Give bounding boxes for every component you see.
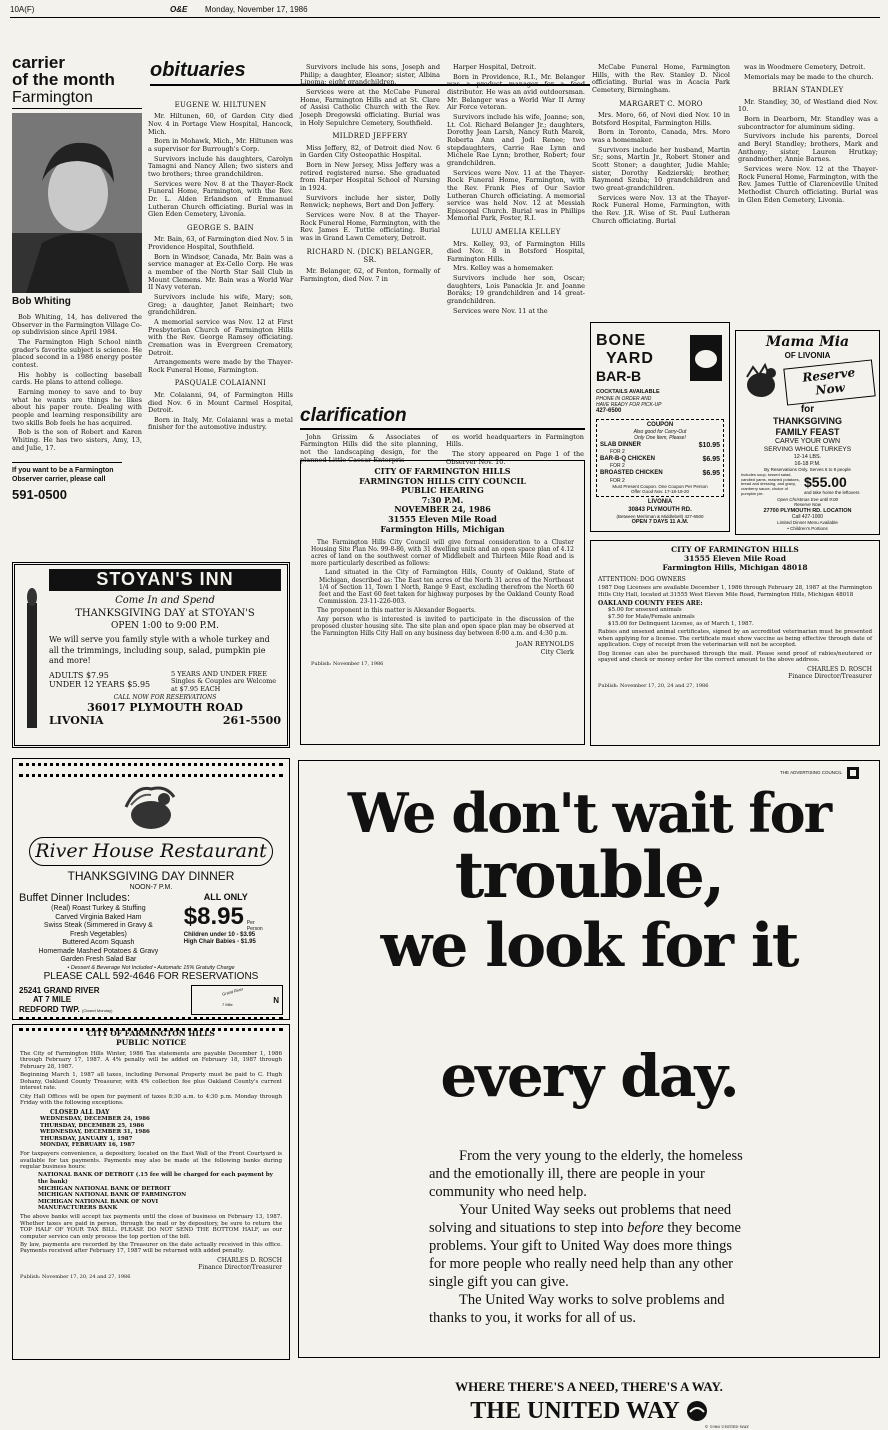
obituary-paragraph: Mrs. Moro, 66, of Novi died Nov. 10 in Botsford Hospital, Farmington Hills. <box>592 111 730 127</box>
tax-closed-date: THURSDAY, DECEMBER 25, 1986 <box>40 1122 145 1129</box>
obituary-paragraph: A memorial service was Nov. 12 at First Presbyterian Church of Farmington Hills with the Rev. George Ramsey officiating. Cremation was in Evergreen Crematory, Detroit. <box>148 317 293 357</box>
mamamia-location: OF LIVONIA <box>784 350 831 360</box>
united-way-paragraph: Your United Way seeks out problems that need solving and situations to step into <box>429 1202 732 1236</box>
river-house-logo: River House Restaurant <box>29 837 273 866</box>
dog-fee: $5.00 for unsexed animals <box>608 607 682 614</box>
map-north-icon: N <box>273 996 279 1006</box>
obituary-paragraph: Born in Dearborn, Mr. Standley was a subcontractor for aluminum siding. <box>738 115 878 131</box>
carrier-paragraph: Earning money to save and to buy what he wants are things he likes about his paper route. Dealing with people and learning responsibility are two skills Bob feels he has acquired. <box>12 387 142 427</box>
hearing-line: NOVEMBER 24, 1986 <box>394 504 491 515</box>
coupon-item-serving: FOR 2 <box>610 463 625 470</box>
carrier-paragraph: Bob is the son of Robert and Karen Whiting. He has two sisters, Amy, 13, and Julie, 17. <box>12 428 142 452</box>
boneyard-ad <box>590 322 730 532</box>
obituary-name: MILDRED JEFFERY <box>332 132 408 141</box>
river-house-only: ALL ONLY <box>203 891 248 902</box>
obituaries-column-4 <box>592 64 730 324</box>
stoyans-call: CALL NOW FOR RESERVATIONS <box>113 693 217 701</box>
tax-bank: MANUFACTURERS BANK <box>38 1205 118 1212</box>
river-house-ad <box>12 758 290 1020</box>
dog-fee: $15.00 for Delinquent License, as of March 1, 1987. <box>608 620 754 627</box>
hearing-signature-title: City Clerk <box>540 647 574 656</box>
tax-notice-paragraph: The above banks will accept tax payments until the close of business on February 13, 1987. Whether taxes are paid in person, through the mail or by depository, be sure to return the TOP HALF OF YOUR TAX BILL. PLEASE DO NOT SEND THE BOTTOM HALF, as our computer service can only process the top portion of the bill. <box>20 1214 282 1240</box>
obituary-paragraph: Survivors include her husband, Martin Sr.; sons, Martin Jr., Robert Stoner and Scott Stoner; a daughter, Judie Mahle; sister, Dorothy Kedzierski; brother, Raymond Szuba; 10 grandchildren and two great-grandchildren. <box>592 145 730 192</box>
united-way-body <box>429 1147 749 1327</box>
obituary-paragraph: Services were Nov. 8 at the Thayer-Rock Funeral Home, Farmington, with the Rev. Dr. L. Alden Erlandson of Emmanuel Lutheran Church officiating. Burial was in Glen Eden Cemetery, Livonia. <box>148 179 293 219</box>
obituary-paragraph: Born in Providence, R.I., Mr. Belanger was a product manager for a food distributor. He was an avid outdoorsman. Mr. Belanger was a World War II Army Air Force veteran. <box>447 72 585 112</box>
hearing-signature: JoAN REYNOLDS <box>516 640 574 649</box>
obituary-paragraph: Harper Hospital, Detroit. <box>453 63 537 71</box>
tax-signature-title: Finance Director/Treasurer <box>198 1264 282 1272</box>
river-house-address: AT 7 MILE <box>33 995 72 1005</box>
coupon-note: Also good for Carry-Out <box>633 428 687 435</box>
mamamia-text: THANKSGIVING <box>772 416 842 427</box>
hearing-line: Farmington Hills, Michigan <box>380 523 505 534</box>
mamamia-address: 27700 PLYMOUTH RD. LOCATION <box>763 507 852 514</box>
obituary-paragraph: Services were Nov. 12 at the Thayer-Rock Funeral Home, Farmington, with the Rev. James Tuttle of Clarenceville United Methodist Church officiating. Burial was in Glen Eden Cemetery, Livonia. <box>738 164 878 204</box>
obituary-paragraph: Mr. Colaianni, 94, of Farmington Hills died Nov. 6 in Mount Carmel Hospital, Detroit. <box>148 390 293 415</box>
united-way-headline: we look for it <box>380 911 798 981</box>
river-house-menu-item: Garden Fresh Salad Bar <box>60 956 137 964</box>
mamamia-price: $55.00 <box>804 473 847 490</box>
carrier-photo <box>12 113 142 293</box>
obituary-paragraph: Survivors include his parents, Dorcel and Beryl Standley; brothers, Mark and Anthony; sister, Lauren Hrutkay; grandmother, Annie Barnes. <box>738 132 878 164</box>
river-house-closed: (Closed Monday) <box>81 1008 113 1014</box>
mamamia-text: SERVING WHOLE TURKEYS <box>763 446 852 454</box>
tax-public-notice <box>12 1024 290 1360</box>
ad-council-logo-icon <box>847 767 859 779</box>
obituary-paragraph: Services were Nov. 8 at the Thayer-Rock Funeral Home, Farmington, with the Rev. James E. Tuttle officiating. Burial was in Grand Lawn Cemetery, Detroit. <box>300 210 440 242</box>
stoyans-phone: 261-5500 <box>222 714 281 728</box>
boneyard-between: (Between Merriman & Middlebelt) 427-6500 <box>616 513 704 519</box>
tax-signature: CHARLES D. ROSCH <box>217 1256 282 1264</box>
stoyans-inn-ad <box>12 562 290 748</box>
obituary-paragraph: Born in Toronto, Canada, Mrs. Moro was a homemaker. <box>592 128 730 144</box>
boneyard-phone: 427-6500 <box>596 407 622 414</box>
hearing-paragraph: The Farmington Hills City Council will give formal consideration to a Cluster Housing Site Plan No. 99-8-86, with 31 dwelling units and an open space plan of 4.12 acres of land on the southwest corner of Middlebelt and Thirteen Mile Road and is more particularly described as follows: <box>311 539 574 568</box>
dog-notice-fees: OAKLAND COUNTY FEES ARE: <box>598 600 703 608</box>
obituary-paragraph: McCabe Funeral Home, Farmington Hills, with the Rev. Stanley D. Nicol officiating. Burial was in Acacia Park Cemetery, Birmingham. <box>592 63 730 94</box>
tax-bank: NATIONAL BANK OF DETROIT (.15 fee will be charged for each payment by the bank) <box>38 1172 273 1186</box>
obituary-paragraph: Born in New Jersey, Miss Jeffery was a retired registered nurse. She graduated from Harper Hospital School of Nursing in 1924. <box>300 160 440 192</box>
tax-notice-paragraph: City Hall Offices will be open for payment of taxes 8:30 a.m. to 4:30 p.m. Monday through Friday with the following exceptions. <box>20 1093 282 1107</box>
obituary-paragraph: Services were Nov. 11 at the Thayer-Rock Funeral Home, Farmington, with the Rev. Frank Pies of Our Savior Lutheran Church officiating. A memorial service was held Nov. 12 at Messiah Episcopal Church. Burial was in Phillips Memorial Park, Foster, R.I. <box>447 168 585 223</box>
issue-date: Monday, November 17, 1986 <box>205 5 308 14</box>
boneyard-phone-label: PHONE IN ORDER AND HAVE READY FOR PICK-UP <box>596 395 662 408</box>
carrier-paragraph: His hobby is collecting baseball cards. He plans to attend college. <box>12 370 142 387</box>
obituary-paragraph: Mrs. Kelley was a homemaker. <box>453 264 554 273</box>
coupon-title: COUPON <box>646 421 674 428</box>
obituary-paragraph: Memorials may be made to the church. <box>744 72 874 81</box>
tax-bank: MICHIGAN NATIONAL BANK OF NOVI <box>38 1198 159 1205</box>
coupon-item <box>600 470 720 483</box>
river-house-buffet-title: Buffet Dinner Includes: <box>19 891 131 904</box>
obituary-name: LULU AMELIA KELLEY <box>471 228 561 237</box>
river-house-address: 25241 GRAND RIVER <box>19 985 100 995</box>
river-house-dinner: THANKSGIVING DAY DINNER <box>67 869 235 884</box>
mamamia-text: Reserve Now <box>793 502 821 508</box>
coupon-item-serving: FOR 2 <box>610 477 625 484</box>
boneyard-logo-text: YARD <box>606 350 654 367</box>
river-house-menu-item: Fresh Vegetables) <box>69 930 127 938</box>
boneyard-address: 30843 PLYMOUTH RD. <box>628 506 692 513</box>
carrier-city: Farmington <box>12 88 142 109</box>
obituary-name: GEORGE S. BAIN <box>187 223 254 232</box>
mamamia-logo: Mama Mia <box>765 334 850 350</box>
carrier-title-line2: of the month <box>12 70 115 89</box>
dog-notice-paragraph: 1987 Dog Licenses are available December 1, 1986 through February 28, 1987 at the Farmington Hills City Hall, located at 31555 West Eleven Mile Road, Farmington Hills, Michigan 48018 <box>598 585 872 598</box>
obituaries-column-1 <box>148 96 293 556</box>
turkey-icon <box>741 363 781 401</box>
obituary-paragraph: Survivors include his wife, Mary; son, Greg; a daughter, Janet Reinhart; two grandchildren. <box>148 292 293 317</box>
stoyans-address: 36017 PLYMOUTH ROAD <box>87 701 243 715</box>
mamamia-phone: Call 427-1000 <box>791 514 824 521</box>
river-house-phone: PLEASE CALL 592-4646 FOR RESERVATIONS <box>43 971 259 983</box>
carrier-cta: If you want to be a Farmington Observer carrier, please call <box>12 462 122 484</box>
stoyans-city: LIVONIA <box>49 714 104 728</box>
obituary-paragraph: Survivors include her son, Oscar; daughters, Lois Panackia Jr. and Joanne Boraks; 19 grandchildren and 14 great-grandchildren. <box>447 274 585 306</box>
turkey-illustration-icon <box>116 783 186 833</box>
united-way-copyright: © 1986 UNITED WAY <box>704 1424 749 1430</box>
clarification-text: The story appeared on Page 1 of the Observer Nov. 10. <box>446 450 584 466</box>
river-house-children-price: Children under 10 - $3.95 <box>183 931 256 938</box>
tax-publish-date: Publish: November 17, 20, 24 and 27, 1986 <box>20 1274 131 1281</box>
obituary-paragraph: Survivors include her sister, Dolly Renwick; nephews, Bert and Don Jeffery. <box>300 193 440 210</box>
section-name: O&E <box>170 5 188 14</box>
hearing-paragraph: Any person who is interested is invited to participate in the discussion of the proposed cluster housing site. The site plan and open space plan may be observed at the Farmington Hills City Hall on any business day between 8:00 a.m. and 4:30 p.m. <box>311 615 574 638</box>
boneyard-cocktails: COCKTAILS AVAILABLE <box>596 389 660 395</box>
stoyans-description: We will serve you family style with a whole turkey and all the trimmings, including soup, salad, pumpkin pie and more! <box>49 635 270 666</box>
coupon-fineprint: Offer Good Nov. 17-18-19-20 <box>630 488 690 494</box>
mamamia-ad <box>735 330 880 535</box>
tax-notice-paragraph: By law, payments are recorded by the Treasurer on the date actually received in this office. Payments received after February 17, 1987 will be returned with added penalty. <box>20 1241 282 1255</box>
obituary-paragraph: Survivors include his daughters, Carolyn Tamagni and Nancy Allen; two sisters and two brothers; three grandchildren. <box>148 154 293 178</box>
united-way-brand: THE UNITED WAY <box>470 1397 680 1424</box>
obituary-paragraph: Born in Windsor, Canada, Mr. Bain was a service manager at Ex-Cello Corp. He was a member of the North Star Sail Club in Mount Clemens. Mr. Bain was a World War II Navy veteran. <box>148 252 293 292</box>
obituary-name: RICHARD N. (DICK) BELANGER, SR. <box>306 247 434 264</box>
obituary-paragraph: Mr. Belanger, 62, of Fenton, formally of Farmington, died Nov. 7 in <box>300 267 440 283</box>
stoyans-logo: STOYAN'S INN <box>49 569 281 591</box>
carrier-section <box>12 54 142 644</box>
mamamia-text: CARVE YOUR OWN <box>774 437 841 445</box>
stoyans-price-children: UNDER 12 YEARS $5.95 <box>49 680 151 690</box>
coupon-item-name: BROASTED CHICKEN <box>600 470 663 477</box>
river-house-menu-item: Swiss Steak (Simmered in Gravy & <box>43 922 153 930</box>
page-number: 10A(F) <box>10 5 35 14</box>
obituaries-title: obituaries <box>150 59 246 81</box>
obituary-paragraph: Mr. Bain, 63, of Farmington died Nov. 5 in Providence Hospital, Southfield. <box>148 235 293 251</box>
coupon-item-serving: FOR 2 <box>610 449 625 456</box>
mamamia-text: and take home the leftovers <box>804 490 860 496</box>
united-way-headline: We don't wait for <box>347 781 831 845</box>
tax-notice-paragraph: For taxpayers convenience, a depository, located on the East Wall of the Front Courtyard is available for tax payments. Payments may also be made at the following banks during regular business hours: <box>20 1151 282 1170</box>
river-house-menu-item: (Real) Roast Turkey & Stuffing <box>51 905 146 913</box>
dog-signature-title: Finance Director/Treasurer <box>788 672 872 680</box>
mamamia-text: 16-18 P.M. <box>794 460 821 467</box>
coupon-item <box>600 442 720 455</box>
river-house-time: NOON-7 P.M. <box>129 883 173 891</box>
mamamia-text: 12-14 LBS. <box>793 454 822 461</box>
carrier-paragraph: Bob Whiting, 14, has delivered the Observer in the Farmington Village Co-op subdivision since April 1984. <box>12 313 142 337</box>
hearing-paragraph: The proponent in this matter is Alexander Bogaerts. <box>317 606 476 614</box>
mamamia-text: By Reservations Only. Serves 6 to 8 people <box>764 467 851 473</box>
candle-decoration-icon <box>18 583 46 733</box>
obituary-paragraph: Services were Nov. 13 at the Thayer-Rock Funeral Home, Farmington, with the Rev. J.R. Wise of St. Paul Lutheran Church officiating. Burial <box>592 193 730 225</box>
dog-notice-line: 31555 Eleven Mile Road <box>684 554 786 563</box>
tax-bank: MICHIGAN NATIONAL BANK OF DETROIT <box>38 1185 171 1192</box>
dog-notice-attention: ATTENTION: DOG OWNERS <box>598 576 686 583</box>
hearing-paragraph: Land situated in the City of Farmington Hills, County of Oakland, State of Michigan, described as: The East ten acres of the North 31 acres of the Northeast 1/4 of Section 11, Town 1 North, Range 9 East, excluding therefrom the North 60 feet and the East 60 feet taken for highway purposes by the Oakland County Road Commission. 23-11-226-003. <box>319 569 574 605</box>
page-header <box>10 3 880 18</box>
dog-notice-line: Farmington Hills, Michigan 48018 <box>662 563 808 572</box>
obituaries-column-3 <box>447 64 585 394</box>
boneyard-hours: OPEN 7 DAYS 11 A.M. <box>631 519 689 526</box>
clarification-text: John Grissim & Associates of Farmington Hills did the site planning, not the landscaping design, for the planned Little Caesar Enterpris- <box>300 432 438 464</box>
boneyard-coupon <box>596 419 724 498</box>
coupon-item-price: $6.95 <box>702 470 720 478</box>
river-house-map <box>191 985 283 1015</box>
carrier-phone: 591-0500 <box>12 486 67 502</box>
pig-logo-icon <box>688 333 724 383</box>
tax-closed-date: THURSDAY, JANUARY 1, 1987 <box>40 1135 133 1142</box>
obituaries-column-5 <box>738 64 878 324</box>
tax-notice-line: PUBLIC NOTICE <box>115 1038 187 1047</box>
obituary-paragraph: Survivors include his wife, Joanne; son, Lt. Col. Richard Belanger Jr.; daughters, Dorothy Jean Larsh, Nancy Ruth Marek, Roberta Ann and Jodi Renee; two stepdaughters, Carrie Rae Lynn and Michele Rae Lynn; brother, Robert; four grandchildren. <box>447 112 585 167</box>
boneyard-logo-text: BONE <box>596 332 647 349</box>
river-house-menu-item: Homemade Mashed Potatoes & Gravy <box>38 947 159 955</box>
tax-notice-paragraph: The City of Farmington Hills Winter, 1986 Tax statements are payable December 1, 1986 through February 17, 1987. A 4% penalty will be added on February 18, 1987 through February 28, 1987. <box>20 1051 282 1070</box>
stoyans-singles: Singles & Couples are Welcome at $7.95 EACH <box>171 677 277 694</box>
obituary-name: PASQUALE COLAIANNI <box>174 379 267 388</box>
obituary-paragraph: Services were Nov. 11 at the <box>453 306 548 315</box>
united-way-paragraph: From the very young to the elderly, the homeless and the emotionally ill, there are people in your community who need help. <box>429 1148 743 1200</box>
obituary-paragraph: Born in Italy, Mr. Colaianni was a metal finisher for the automotive industry. <box>148 415 293 432</box>
hearing-line: 7:30 P.M. <box>421 494 464 505</box>
clarification-title: clarification <box>300 405 585 430</box>
carrier-paragraph: The Farmington High School ninth grader's favorite subject is science. He placed second in a 1986 energy poster contest. <box>12 337 142 369</box>
boneyard-city: LIVONIA <box>647 499 673 506</box>
dog-signature: CHARLES D. ROSCH <box>807 665 872 673</box>
clarification-text: es world headquarters in Farmington Hills. <box>446 432 584 449</box>
river-house-menu-item: Carved Virginia Baked Ham <box>55 913 142 921</box>
dog-publish-date: Publish: November 17, 20, 24 and 27, 1986 <box>598 682 709 689</box>
hearing-line: CITY OF FARMINGTON HILLS <box>374 466 511 476</box>
obituary-paragraph: Mr. Standley, 30, of Westland died Nov. 10. <box>738 97 878 114</box>
united-way-tagline: WHERE THERE'S A NEED, THERE'S A WAY. <box>455 1379 723 1394</box>
hearing-publish-date: Publish: November 17, 1986 <box>311 660 384 667</box>
coupon-fineprint: Must Present Coupon. One Coupon Per Person <box>612 483 708 489</box>
dog-notice-line: CITY OF FARMINGTON HILLS <box>671 545 799 554</box>
coupon-note: Only One Item, Please! <box>634 434 686 441</box>
dog-fee: $7.50 for Male/Female animals <box>608 613 695 620</box>
tax-notice-paragraph: Beginning March 1, 1987 all taxes, including Personal Property must be paid to C. Hugh Dohany, Oakland County Treasurer, with 4% collection fee plus Oakland County's current interest rate. <box>20 1072 282 1092</box>
ad-council-label: THE ADVERTISING COUNCIL <box>780 770 842 776</box>
carrier-name: Bob Whiting <box>12 296 71 307</box>
map-mile-label: 7 Mile <box>222 1002 233 1008</box>
obituary-paragraph: was in Woodmere Cemetery, Detroit. <box>744 63 866 71</box>
coupon-item <box>600 456 720 469</box>
united-way-emphasis: before <box>627 1220 664 1236</box>
public-hearing-notice <box>300 460 585 745</box>
obituaries-column-2 <box>300 64 440 394</box>
united-way-headline: every day. <box>440 1042 738 1110</box>
coupon-item-price: $10.95 <box>698 441 720 449</box>
obituary-paragraph: Miss Jeffery, 82, of Detroit died Nov. 6 in Garden City Osteopathic Hospital. <box>300 143 440 160</box>
united-way-ad <box>298 760 880 1430</box>
hearing-line: PUBLIC HEARING <box>401 485 484 496</box>
coupon-item-name: BAR-B-Q CHICKEN <box>600 456 655 463</box>
river-house-babies-price: High Chair Babies - $1.95 <box>183 938 256 945</box>
river-house-menu-item: Buttered Acorn Squash <box>62 939 135 947</box>
stoyans-hours: OPEN 1:00 to 9:00 P.M. <box>111 620 219 631</box>
mamamia-text: for <box>800 404 815 416</box>
dog-notice-paragraph: Dog license can also be purchased through the mail. Please send proof of rabies/neutered or spayed and check or money order for the correct amount to the above address. <box>598 650 872 664</box>
tax-notice-line: CITY OF FARMINGTON HILLS <box>87 1029 215 1038</box>
river-house-city: REDFORD TWP. <box>19 1005 80 1015</box>
mamamia-text: • Children's Portions <box>787 525 828 531</box>
tax-closed-date: WEDNESDAY, DECEMBER 31, 1986 <box>40 1129 150 1136</box>
mamamia-reserve-banner: Reserve Now <box>783 359 875 405</box>
united-way-paragraph: they become problems. Your gift to United Way does more things for more people who really need help than any other single gift you can give. <box>429 1220 741 1290</box>
coupon-item-name: SLAB DINNER <box>600 441 642 448</box>
obituary-paragraph: Mrs. Kelley, 93, of Farmington Hills died Nov. 8 in Botsford Hospital, Farmington Hills. <box>447 239 585 263</box>
dog-notice-paragraph: Rabies and unsexed animal certificates, signed by an accredited veterinarian must be presented when applying for a license. The certificate must show vaccine as being effective through date of application. Copy of receipt from the veterinarian will not be accepted. <box>598 629 872 649</box>
united-way-hand-logo-icon <box>686 1400 708 1422</box>
united-way-headline: trouble, <box>454 838 724 913</box>
stoyans-price-adults: ADULTS $7.95 <box>49 670 109 680</box>
obituary-paragraph: Services were at the McCabe Funeral Home, Farmington Hills and at St. Clare of Assisi Catholic Church with the Rev. Joseph Dregowski officiating. Burial was in Holy Sepulchre Cemetery, Southfield. <box>300 87 440 127</box>
united-way-paragraph: The United Way works to solve problems and thanks to you, it works for all of us. <box>429 1292 725 1326</box>
coupon-item-price: $6.95 <box>702 456 720 464</box>
carrier-title-line1: carrier <box>12 53 65 72</box>
river-house-price: $8.95 <box>183 902 244 930</box>
mamamia-text: FAMILY FEAST <box>775 427 840 438</box>
stoyans-price-free: 5 YEARS AND UNDER FREE <box>171 669 267 678</box>
obituary-name: BRIAN STANDLEY <box>772 86 844 95</box>
dog-license-notice <box>590 540 880 746</box>
obituary-paragraph: Survivors include his sons, Joseph and Philip; a daughter, Eleanor; sister, Albina Lipoma; eight grandchildren. <box>300 63 440 87</box>
river-house-per-person: Per Person <box>246 919 263 932</box>
mamamia-text: Limited Dinner Menu Available <box>777 520 838 526</box>
map-road-label: Grand River <box>221 986 244 997</box>
obituary-name: MARGARET C. MORO <box>619 99 703 108</box>
obituary-paragraph: Arrangements were made by the Thayer-Rock Funeral Home, Farmington. <box>148 358 293 374</box>
tax-closed-date: MONDAY, FEBRUARY 16, 1987 <box>40 1142 135 1149</box>
boneyard-logo-text: BAR-B <box>596 368 642 384</box>
tax-closed-label: CLOSED ALL DAY <box>50 1108 110 1116</box>
obituary-name: EUGENE W. HILTUNEN <box>174 101 267 109</box>
hearing-line: FARMINGTON HILLS CITY COUNCIL <box>359 475 526 486</box>
tax-bank: MICHIGAN NATIONAL BANK OF FARMINGTON <box>38 1192 187 1199</box>
river-house-dessert-note: • Dessert & Beverage Not Included • Automatic 15% Gratuity Charge <box>67 964 235 971</box>
mamamia-text: Open Christmas Eve until 9:00 <box>776 496 839 502</box>
hearing-line: 31555 Eleven Mile Road <box>388 513 497 524</box>
obituary-paragraph: Born in Mohawk, Mich., Mr. Hiltunen was a supervisor for Burrough's Corp. <box>148 137 293 154</box>
tax-closed-date: WEDNESDAY, DECEMBER 24, 1986 <box>40 1116 150 1123</box>
obituary-paragraph: Mr. Hiltunen, 60, of Garden City died Nov. 4 in Portage View Hospital, Hancock, Mich. <box>148 112 293 136</box>
stoyans-text: Come In and Spend <box>115 594 215 606</box>
boy-portrait-icon <box>12 113 142 293</box>
mamamia-includes: Includes soup, tossed salad, candied yams, mashed potatoes, bread and dressing, and gravy, cranberry sauce, choice of pumpkin pie. <box>741 471 800 496</box>
stoyans-text: THANKSGIVING DAY at STOYAN'S <box>75 607 255 619</box>
